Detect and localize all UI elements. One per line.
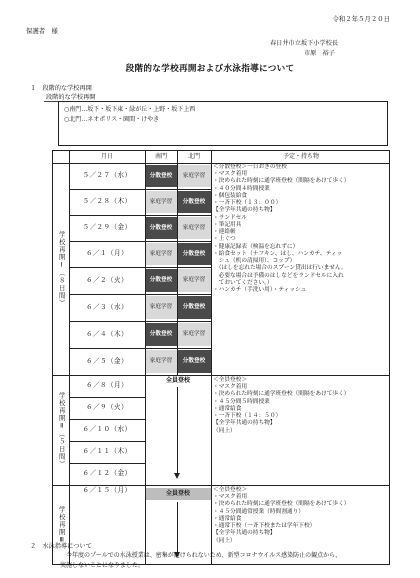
note-line: ・一斉下校（１３：００） <box>213 200 282 207</box>
south-gate-cell: 家庭学習 <box>145 191 177 213</box>
note-line: （同上） <box>213 427 236 434</box>
continuation-arrow-line <box>177 502 178 552</box>
header-north-gate: 北門 <box>187 152 200 160</box>
section-2-line-1: 今年度のプールでの水泳授業は、密集が避けられないため、新型コロナウイルス感染防止の観点から、 <box>66 552 342 559</box>
period-2-label: 学校再開Ⅱ（５日間） <box>57 392 66 468</box>
north-gate-cell: 家庭学習 <box>177 165 211 187</box>
note-line: ・健康記録表（検温を忘れずに） <box>213 243 299 250</box>
note-line: ・連絡帳 <box>213 229 236 236</box>
note-line: ・ハンカチ（手洗い用）・ティッシュ <box>213 286 307 293</box>
document-date: 令和２年５月２０日 <box>332 15 390 23</box>
note-line: ・筆記用具 <box>213 221 242 228</box>
note-line: ・一斉下校（１４：５０） <box>213 413 282 420</box>
note-line: 必要な場合は予備のはしなどをランドセルに入れ <box>213 272 344 279</box>
gate-zone-box <box>58 101 388 146</box>
period-2-notes <box>213 377 389 435</box>
note-line: ・マスク着用 <box>213 171 248 178</box>
north-gate-cell: 分散登校 <box>177 191 211 213</box>
note-line: （はしを忘れた場合のスプーン貸出は行いません。 <box>213 265 347 272</box>
note-line: ・決められた時刻に通学班登校（間隔をあけて歩く） <box>213 501 350 508</box>
north-gate-cell: 家庭学習 <box>177 323 211 346</box>
south-gate-cell: 家庭学習 <box>145 350 177 373</box>
note-line: ・決められた時刻に通学班登校（間隔をあけて歩く） <box>213 178 350 185</box>
note-line: ・個包装給食 <box>213 192 248 199</box>
date-row: ６／３（水） <box>86 302 128 311</box>
period-1-notes <box>213 164 389 294</box>
note-line: ・マスク着用 <box>213 384 248 391</box>
all-students-label: 全員登校 <box>165 377 190 384</box>
note-line: ・通常給食 <box>213 515 242 522</box>
note-line: ・ランドセル <box>213 214 247 221</box>
section-2-heading: ２ 水泳指導について <box>30 543 92 550</box>
note-line: ・上ぐつ <box>213 236 236 243</box>
date-row: ６／１１（木） <box>82 447 132 456</box>
date-row: ６／８（月） <box>86 381 128 390</box>
arrow-down-icon <box>174 473 180 479</box>
section-1-subheading: 段階的な学校再開 <box>46 94 96 101</box>
south-gate-cell: 分散登校 <box>145 165 177 187</box>
north-gate-zones: ○北門…ネオポリス・園間・けやき <box>64 116 160 123</box>
recipient: 保護者 様 <box>26 27 58 35</box>
school-name: 春日井市立坂下小学校長 <box>270 40 339 47</box>
note-line: （同上） <box>213 537 236 544</box>
principal-name: 市原 裕子 <box>304 50 335 57</box>
note-line: 【全学年共通の持ち物】 <box>213 207 276 214</box>
note-line: ＜全員登校＞ <box>213 487 248 493</box>
date-row: ６／４（木） <box>86 329 128 338</box>
date-row: ６／９（火） <box>86 403 128 412</box>
note-line: 【全学年共通の持ち物】 <box>213 530 276 537</box>
note-line: ・マスク着用 <box>213 494 248 501</box>
north-gate-cell: 分散登校 <box>177 296 211 319</box>
note-line: ・４５分間５時間授業 <box>213 398 270 405</box>
north-gate-cell: 分散登校 <box>177 350 211 373</box>
note-line: ておいてください。） <box>213 279 273 286</box>
note-line: ＜全員登校＞ <box>213 377 248 383</box>
period-3-notes <box>213 487 389 545</box>
north-gate-cell: 家庭学習 <box>177 269 211 292</box>
north-gate-cell: 分散登校 <box>177 243 211 265</box>
section-2-line-2: 実施しないことになりました。 <box>60 562 145 569</box>
note-line: ＜分散登校＞一日おきの登校 <box>213 164 287 170</box>
continuation-arrow-line <box>177 387 178 473</box>
note-line: ・４０分間４時間授業 <box>213 185 270 192</box>
header-notes: 予定・持ち物 <box>282 152 319 160</box>
north-gate-cell: 家庭学習 <box>177 217 211 239</box>
date-row: ６／５（金） <box>86 356 128 365</box>
period-3-label: 学校再開Ⅲ <box>57 506 66 545</box>
date-row: ６／１５（月） <box>82 486 132 494</box>
note-line: ・通常給食 <box>213 405 242 412</box>
date-row: ６／２（火） <box>86 275 128 284</box>
south-gate-cell: 分散登校 <box>145 269 177 292</box>
date-row: ６／１０（水） <box>82 425 132 434</box>
date-row: ６／１（月） <box>86 249 128 258</box>
note-line: ・給食セット（ナフキン、はし、ハンカチ、ティッ <box>213 250 343 257</box>
south-gate-zones: ○南門…坂下・坂下東・緑が丘・上野・坂下上西 <box>64 106 196 113</box>
document-title: 段階的な学校再開および水泳指導について <box>125 64 295 74</box>
period-1-label: 学校再開Ⅰ（８日間） <box>57 231 66 307</box>
south-gate-cell: 家庭学習 <box>145 243 177 265</box>
note-line: ・４５分間通常授業（時間割通り） <box>213 508 304 515</box>
south-gate-cell: 分散登校 <box>145 323 177 346</box>
date-row: ５／２８（木） <box>82 197 132 206</box>
note-line: 【全学年共通の持ち物】 <box>213 420 276 427</box>
south-gate-cell: 家庭学習 <box>145 296 177 319</box>
south-gate-cell: 分散登校 <box>145 217 177 239</box>
note-line: シュ（机の清掃用）、コップ） <box>213 258 296 265</box>
header-date: 月日 <box>100 152 113 160</box>
date-row: ６／１２（金） <box>82 469 132 478</box>
header-south-gate: 南門 <box>154 152 167 160</box>
note-line: ・決められた時刻に通学班登校（間隔をあけて歩く） <box>213 391 350 398</box>
note-line: ・通常下校（一斉下校または学年下校） <box>213 523 316 530</box>
section-1-heading: １ 段階的な学校再開 <box>30 85 92 92</box>
date-row: ５／２９（金） <box>82 223 132 232</box>
date-row: ５／２７（水） <box>82 171 132 180</box>
all-students-label: 全員登校 <box>145 488 211 500</box>
schedule-table <box>52 150 390 565</box>
